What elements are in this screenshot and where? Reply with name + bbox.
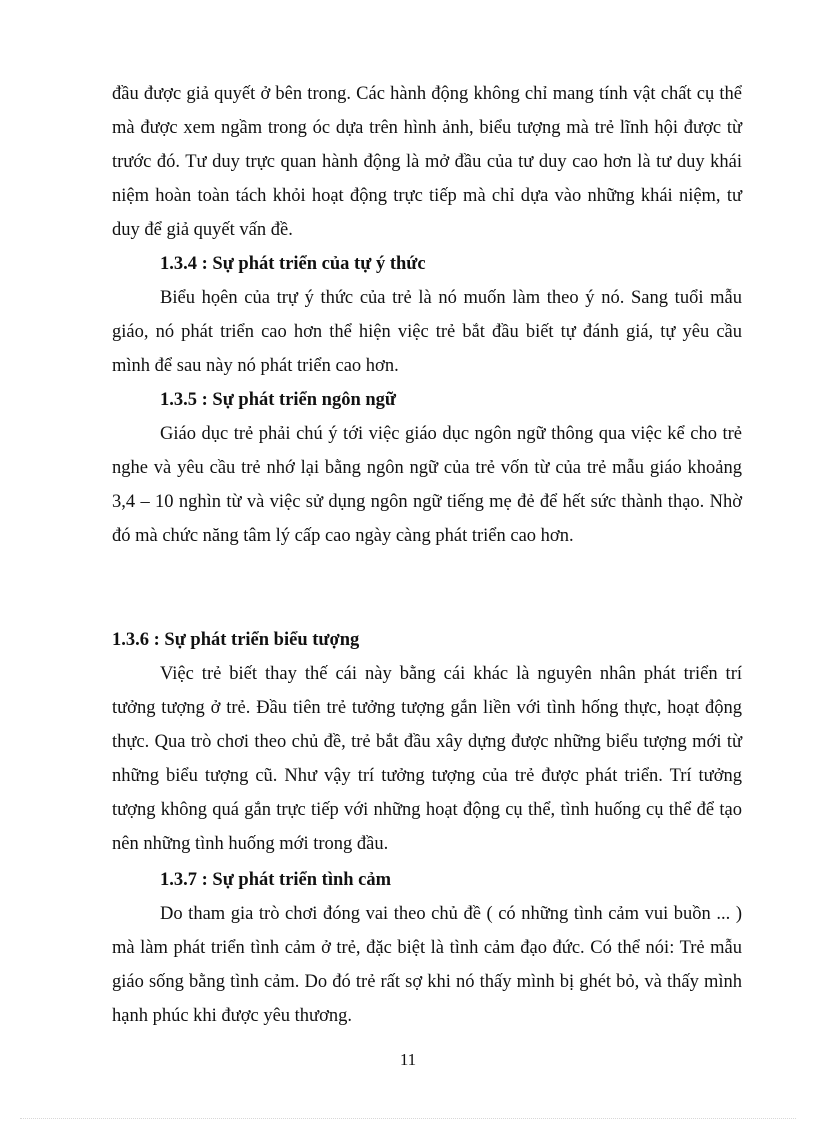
section-heading-1-3-5: 1.3.5 : Sự phát triển ngôn ngữ bbox=[160, 390, 397, 410]
section-heading-1-3-4: 1.3.4 : Sự phát triển của tự ý thức bbox=[160, 254, 426, 274]
paragraph-line: 3,4 – 10 nghìn từ và việc sử dụng ngôn ngữ tiếng mẹ đẻ để hết sức thành thạo. Nhờ bbox=[112, 492, 742, 512]
paragraph-line: những biểu tượng cũ. Như vậy trí tưởng tượng của trẻ được phát triển. Trí tưởng bbox=[112, 766, 742, 786]
paragraph-line: trước đó. Tư duy trực quan hành động là mở đầu của tư duy cao hơn là tư duy khái bbox=[112, 152, 742, 172]
page-divider bbox=[20, 1118, 796, 1119]
paragraph-line: giáo sống bằng tình cảm. Do đó trẻ rất sợ khi nó thấy mình bị ghét bỏ, và thấy mình bbox=[112, 972, 742, 992]
paragraph-line: tượng không quá gắn trực tiếp với những hoạt động cụ thể, tình huống cụ thể để tạo bbox=[112, 800, 742, 820]
section-heading-1-3-6: 1.3.6 : Sự phát triển biểu tượng bbox=[112, 630, 360, 650]
paragraph-line: thực. Qua trò chơi theo chủ đề, trẻ bắt đầu xây dựng được những biểu tượng mới từ bbox=[112, 732, 742, 752]
paragraph-line: Do tham gia trò chơi đóng vai theo chủ đề ( có những tình cảm vui buồn ... ) bbox=[160, 904, 742, 924]
page-number: 11 bbox=[399, 1050, 417, 1069]
paragraph-line: mình để sau này nó phát triển cao hơn. bbox=[112, 356, 399, 376]
section-heading-1-3-7: 1.3.7 : Sự phát triển tình cảm bbox=[160, 870, 392, 890]
paragraph-line: tưởng tượng ở trẻ. Đầu tiên trẻ tưởng tượng gắn liền với tình hống thực, hoạt động bbox=[112, 698, 742, 718]
paragraph-line: Biểu họên của trự ý thức của trẻ là nó muốn làm theo ý nó. Sang tuổi mẫu bbox=[160, 288, 742, 308]
paragraph-line: mà được xem ngầm trong óc dựa trên hình ảnh, biểu tượng mà trẻ lĩnh hội được từ bbox=[112, 118, 742, 138]
paragraph-line: hạnh phúc khi được yêu thương. bbox=[112, 1006, 352, 1026]
paragraph-line: niệm hoàn toàn tách khỏi hoạt động trực tiếp mà chỉ dựa vào những khái niệm, tư bbox=[112, 186, 742, 206]
paragraph-line: Giáo dục trẻ phải chú ý tới việc giáo dục ngôn ngữ thông qua việc kể cho trẻ bbox=[160, 424, 742, 444]
paragraph-line: Việc trẻ biết thay thế cái này bằng cái khác là nguyên nhân phát triển trí bbox=[160, 664, 742, 684]
paragraph-line: mà làm phát triển tình cảm ở trẻ, đặc biệt là tình cảm đạo đức. Có thể nói: Trẻ mẫu bbox=[112, 938, 742, 958]
paragraph-line: đầu được giả quyết ở bên trong. Các hành động không chỉ mang tính vật chất cụ thể bbox=[112, 84, 742, 104]
paragraph-line: nghe và yêu cầu trẻ nhớ lại bằng ngôn ngữ của trẻ vốn từ của trẻ mẫu giáo khoảng bbox=[112, 458, 742, 478]
paragraph-line: duy để giả quyết vấn đề. bbox=[112, 220, 293, 240]
paragraph-line: giáo, nó phát triển cao hơn thể hiện việc trẻ bắt đầu biết tự đánh giá, tự yêu cầu bbox=[112, 322, 742, 342]
paragraph-line: đó mà chức năng tâm lý cấp cao ngày càng phát triển cao hơn. bbox=[112, 526, 574, 546]
paragraph-line: nên những tình huống mới trong đầu. bbox=[112, 834, 389, 854]
